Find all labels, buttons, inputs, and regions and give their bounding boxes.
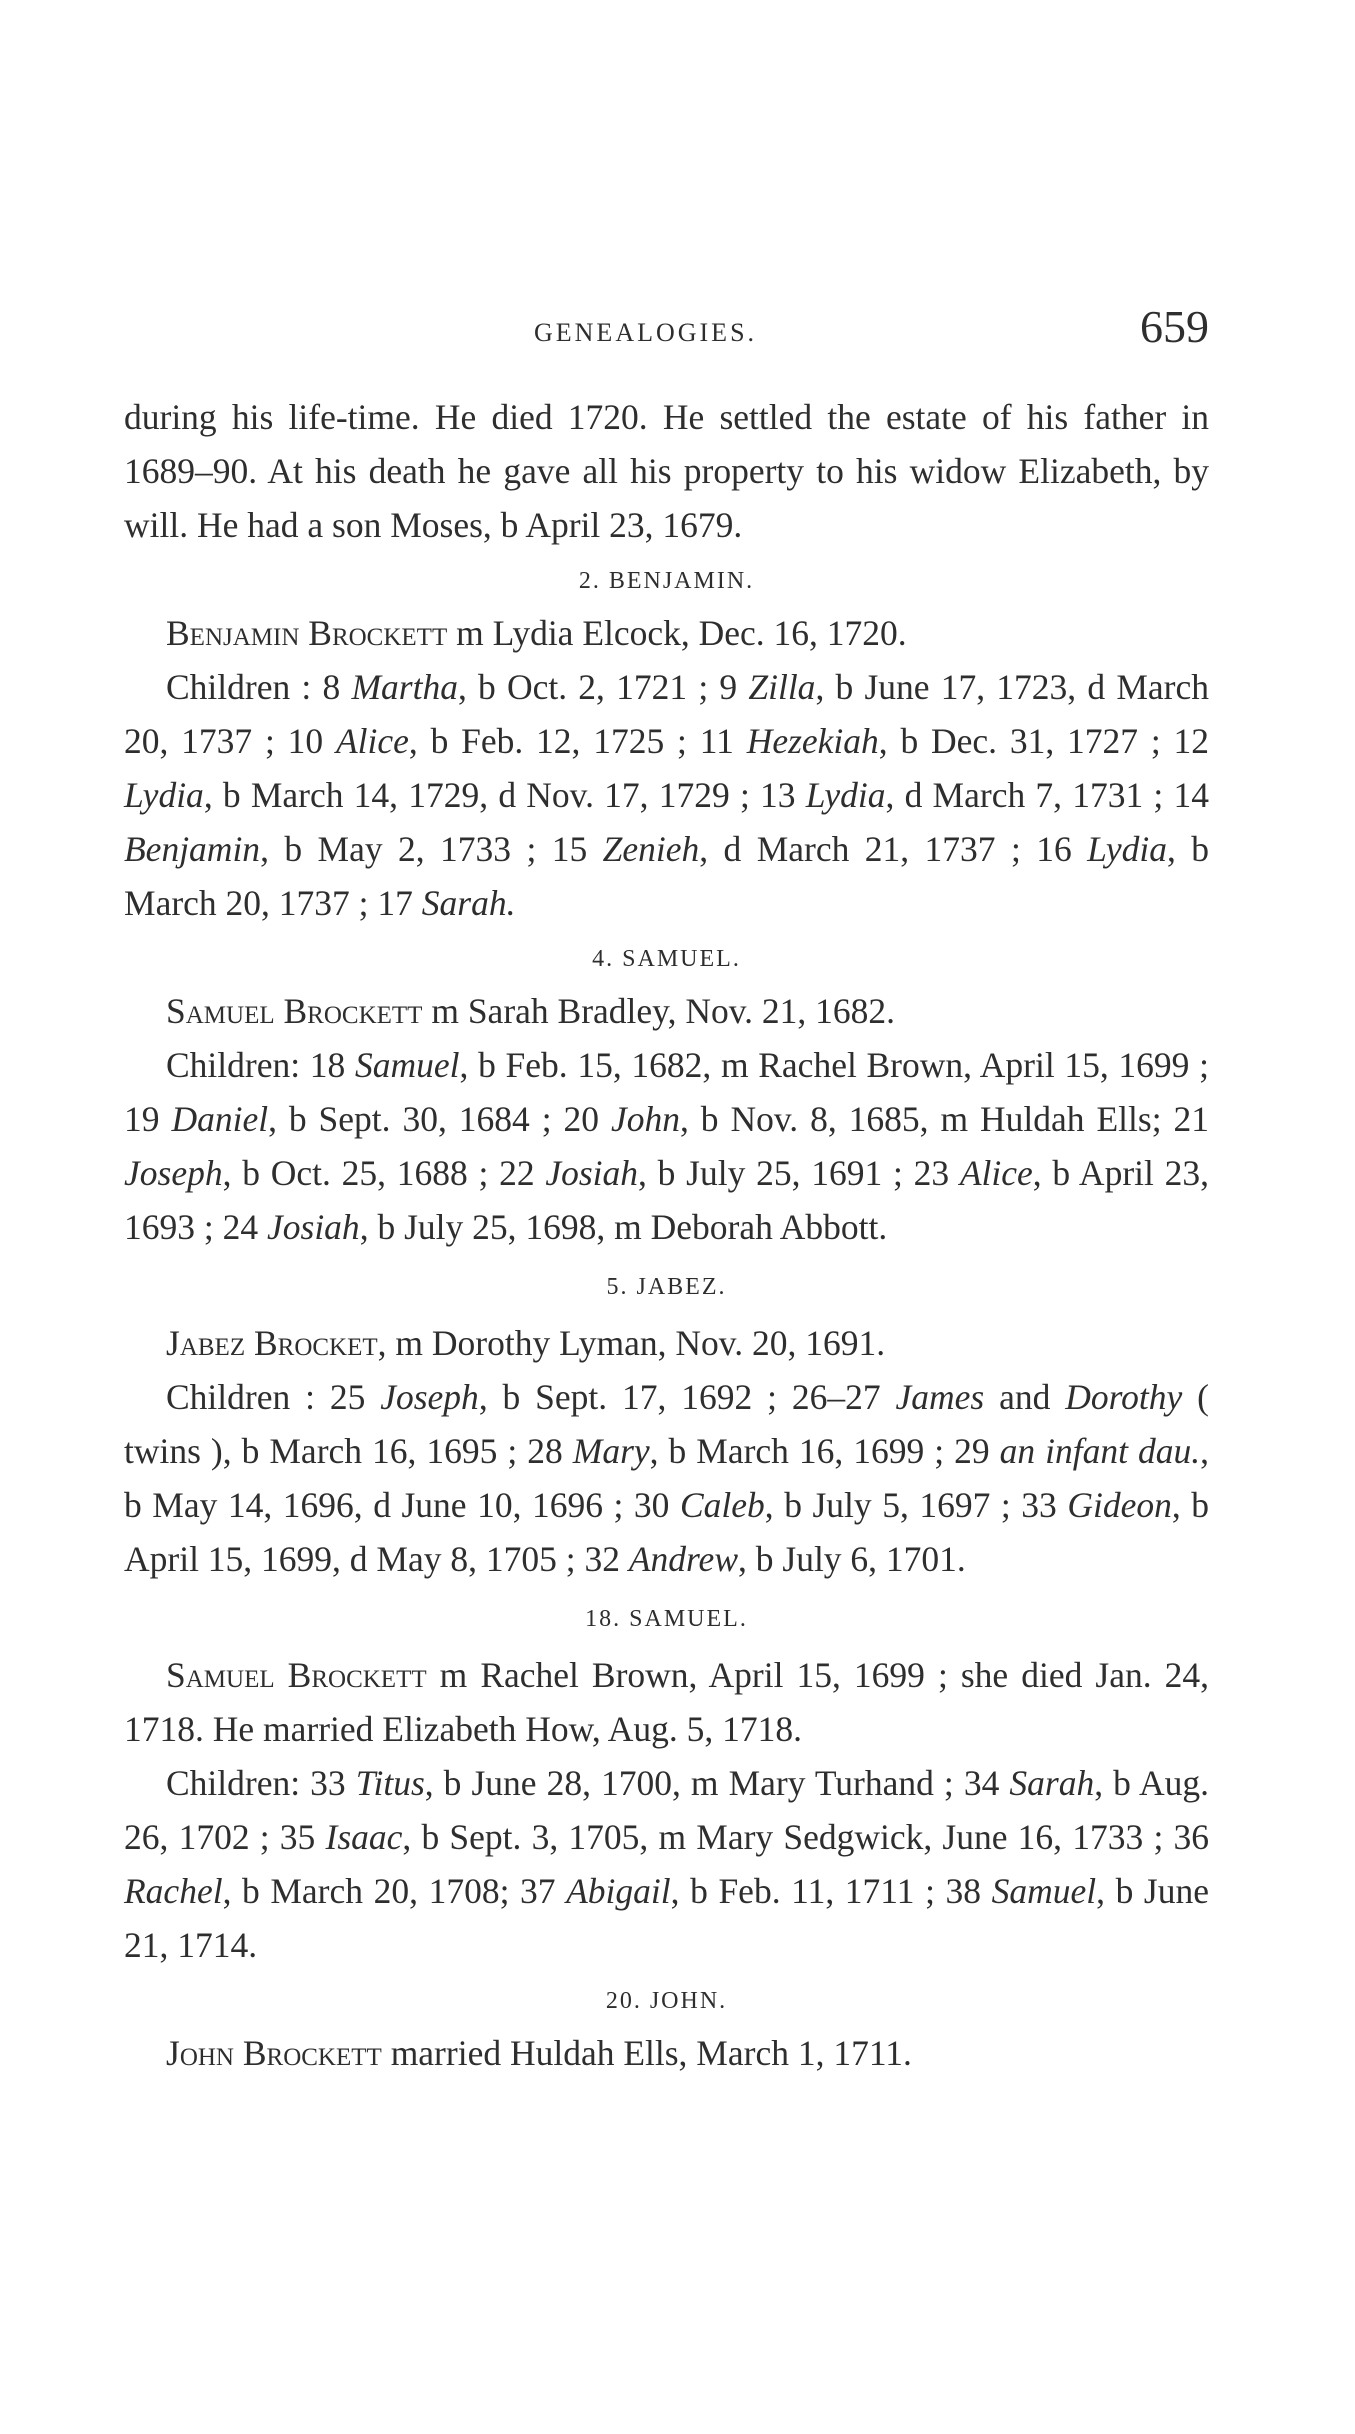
child-name: Benjamin (124, 829, 261, 869)
text-run: , b June 21, 1714. (124, 1871, 1209, 1965)
text-run: , b March 16, 1699 ; 29 (649, 1431, 1000, 1471)
child-name: Joseph (380, 1377, 479, 1417)
intro-paragraph: during his life-time. He died 1720. He settled the estate of his father in 1689–90. At his death he gave all his property to his widow Elizabeth, by will. He had a son Moses, b April 23, 1679. (124, 397, 1209, 545)
text-run: , d March 21, 1737 ; 16 (699, 829, 1088, 869)
running-title: GENEALOGIES. (534, 318, 758, 347)
text-run: , b Sept. 3, 1705, m Mary Sedgwick, June 16, 1733 ; 36 (402, 1817, 1209, 1857)
samuel-children-paragraph (124, 1038, 1209, 1254)
text-run: , b April 23, 1693 ; 24 (124, 1153, 1209, 1247)
text-run: Children: 33 (166, 1763, 356, 1803)
child-name: Josiah (267, 1207, 360, 1247)
child-name: Martha (351, 667, 458, 707)
text-run: ( twins ), b March 16, 1695 ; 28 (124, 1377, 1209, 1471)
child-name: an infant dau. (999, 1431, 1201, 1471)
text-run: , d March 7, 1731 ; 14 (885, 775, 1209, 815)
samuel-marriage-paragraph (124, 984, 1209, 1038)
child-name: Mary (572, 1431, 650, 1471)
child-name: Gideon (1067, 1485, 1172, 1525)
child-name: John (610, 1099, 680, 1139)
child-name: Alice (959, 1153, 1033, 1193)
child-name: Lydia (124, 775, 204, 815)
page-header (124, 300, 1209, 380)
text-run: , b Aug. 26, 1702 ; 35 (124, 1763, 1209, 1857)
text-run: , b July 25, 1691 ; 23 (638, 1153, 960, 1193)
child-name: Sarah (1009, 1763, 1095, 1803)
text-run: and (984, 1377, 1066, 1417)
marriage-text: m Rachel Brown, April 15, 1699 ; she died Jan. 24, 1718. He married Elizabeth How, Aug. 5, 1718. (124, 1655, 1209, 1749)
text-run: , b Nov. 8, 1685, m Huldah Ells; 21 (679, 1099, 1210, 1139)
text-run: , b June 17, 1723, d March 20, 1737 ; 10 (124, 667, 1209, 761)
text-run: , b March 20, 1737 ; 17 (124, 829, 1210, 923)
benjamin-marriage-paragraph (124, 606, 1209, 660)
child-name: Isaac (325, 1817, 403, 1857)
child-name: Titus (355, 1763, 425, 1803)
child-name: Zilla (748, 667, 816, 707)
text-run: , b May 2, 1733 ; 15 (260, 829, 603, 869)
child-name: Lydia (1087, 829, 1167, 869)
text-run: , b March 14, 1729, d Nov. 17, 1729 ; 13 (203, 775, 806, 815)
section-heading-samuel: 4. SAMUEL. (592, 946, 741, 972)
text-run: , b Feb. 12, 1725 ; 11 (408, 721, 747, 761)
text-run: Children : 25 (166, 1377, 381, 1417)
marriage-text: m Lydia Elcock, Dec. 16, 1720. (447, 613, 907, 653)
text-run: , b March 20, 1708; 37 (222, 1871, 567, 1911)
section-heading-samuel-18: 18. SAMUEL. (585, 1606, 748, 1632)
child-name: Joseph (124, 1153, 223, 1193)
person-name: John Brockett (166, 2033, 382, 2073)
text-run: , b July 25, 1698, m Deborah Abbott. (359, 1207, 888, 1247)
text-run: , b Dec. 31, 1727 ; 12 (878, 721, 1209, 761)
section-heading-john: 20. JOHN. (605, 1988, 728, 2014)
text-run: , b Feb. 15, 1682, m Rachel Brown, April 15, 1699 ; 19 (124, 1045, 1209, 1139)
body-text (124, 390, 1209, 2080)
person-name: Jabez Brocket (166, 1323, 378, 1363)
page-number: 659 (1140, 301, 1209, 352)
person-name: Samuel Brockett (166, 991, 423, 1031)
text-run: , b May 14, 1696, d June 10, 1696 ; 30 (124, 1431, 1210, 1525)
jabez-marriage-paragraph (124, 1316, 1209, 1370)
john-marriage-paragraph (124, 2026, 1209, 2080)
text-run: Children: 18 (166, 1045, 355, 1085)
samuel18-children-paragraph (124, 1756, 1209, 1972)
jabez-children-paragraph (124, 1370, 1209, 1586)
person-name: Benjamin Brockett (166, 613, 448, 653)
text-run: , b Sept. 17, 1692 ; 26–27 (478, 1377, 896, 1417)
child-name: James (895, 1377, 985, 1417)
text-run: , b Feb. 11, 1711 ; 38 (670, 1871, 992, 1911)
child-name: Lydia (805, 775, 886, 815)
child-name: Samuel (354, 1045, 460, 1085)
text-run: , b April 15, 1699, d May 8, 1705 ; 32 (124, 1485, 1210, 1579)
person-name: Samuel Brockett (166, 1655, 427, 1695)
samuel18-marriage-paragraph (124, 1648, 1209, 1756)
child-name: Hezekiah (746, 721, 879, 761)
child-name: Andrew (628, 1539, 738, 1579)
marriage-text: m Sarah Bradley, Nov. 21, 1682. (422, 991, 896, 1031)
text-run: , b June 28, 1700, m Mary Turhand ; 34 (424, 1763, 1010, 1803)
marriage-text: married Huldah Ells, March 1, 1711. (381, 2033, 912, 2073)
text-run: , b July 5, 1697 ; 33 (764, 1485, 1068, 1525)
child-name: Abigail (566, 1871, 671, 1911)
child-name: Daniel (171, 1099, 269, 1139)
text-run: , b Sept. 30, 1684 ; 20 (268, 1099, 611, 1139)
child-name: Rachel (124, 1871, 223, 1911)
benjamin-children-paragraph (124, 660, 1209, 930)
child-name: Sarah. (421, 883, 516, 923)
text-run: Children : 8 (166, 667, 352, 707)
child-name: Alice (335, 721, 409, 761)
child-name: Zenieh (602, 829, 700, 869)
section-heading-jabez: 5. JABEZ. (606, 1274, 727, 1300)
child-name: Samuel (991, 1871, 1097, 1911)
text-run: , b July 6, 1701. (738, 1539, 966, 1579)
child-name: Caleb (679, 1485, 765, 1525)
marriage-text: , m Dorothy Lyman, Nov. 20, 1691. (377, 1323, 886, 1363)
section-heading-benjamin: 2. BENJAMIN. (578, 568, 755, 594)
text-run: , b Oct. 2, 1721 ; 9 (457, 667, 749, 707)
child-name: Dorothy (1065, 1377, 1183, 1417)
text-run: , b Oct. 25, 1688 ; 22 (222, 1153, 546, 1193)
child-name: Josiah (545, 1153, 639, 1193)
